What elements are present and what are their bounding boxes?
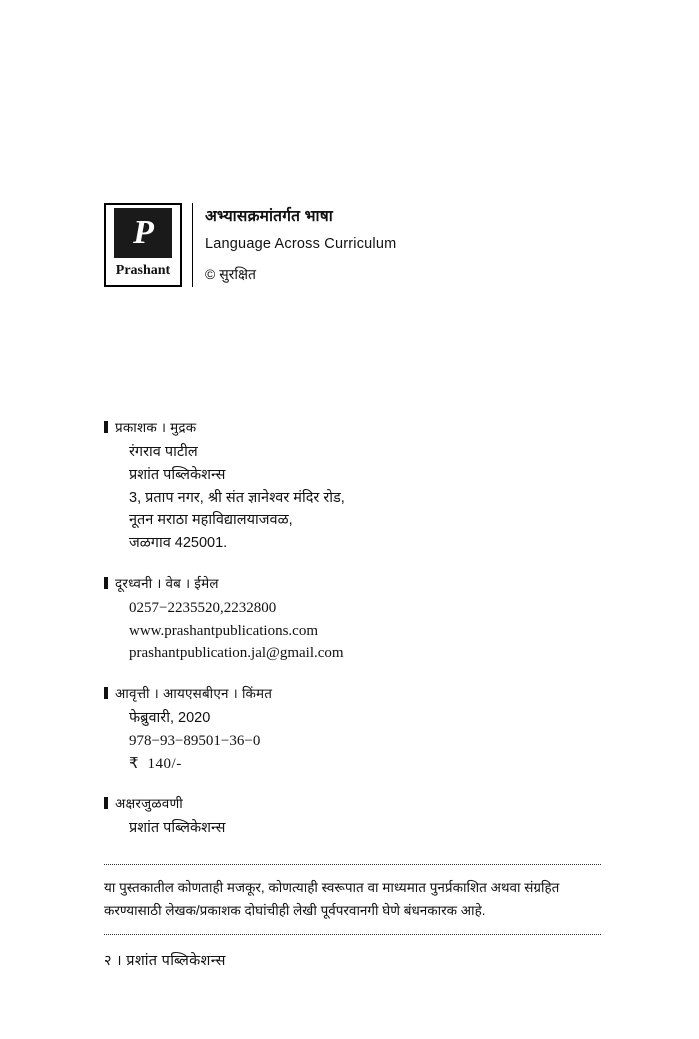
copyright-line: © सुरक्षित bbox=[205, 266, 257, 283]
imprint-heading bbox=[104, 418, 624, 436]
bullet-icon bbox=[104, 687, 108, 699]
imprint-block-contact bbox=[104, 574, 624, 665]
bullet-icon bbox=[104, 797, 108, 809]
imprint-heading-label: अक्षरजुळवणी bbox=[115, 796, 183, 812]
imprint-heading-label: आवृत्ती । आयएसबीएन । किंमत bbox=[115, 686, 273, 702]
edition-line: फेब्रुवारी, 2020 bbox=[129, 710, 211, 727]
imprint-lines bbox=[104, 707, 624, 775]
imprint-heading bbox=[104, 794, 624, 812]
imprint-heading bbox=[104, 684, 624, 702]
page-footer-folio: २ । प्रशांत पब्लिकेशन्स bbox=[104, 953, 226, 969]
imprint-lines bbox=[104, 817, 624, 840]
masthead-divider bbox=[192, 203, 193, 287]
imprint-line: प्रशांत पब्लिकेशन्स bbox=[129, 820, 226, 837]
imprint-block-edition bbox=[104, 684, 624, 775]
isbn-line: 978−93−89501−36−0 bbox=[129, 732, 261, 749]
copyright-notice: या पुस्तकातील कोणताही मजकूर, कोणत्याही स्वरूपात वा माध्यमात पुनर्प्रकाशित अथवा संग्रहित करण्यासाठी लेखक/प्रकाशक दोघांचीही लेखी पूर्वपरवानगी घेणे बंधनकारक आहे. bbox=[104, 880, 560, 919]
book-title-english: Language Across Curriculum bbox=[205, 236, 397, 253]
imprint-lines bbox=[104, 441, 624, 555]
logo-mark-icon: P bbox=[114, 208, 172, 258]
imprint-block-typesetting bbox=[104, 794, 624, 840]
imprint-line: नूतन मराठा महाविद्यालयाजवळ, bbox=[129, 512, 293, 529]
phone-line: 0257−2235520,2232800 bbox=[129, 599, 277, 616]
publisher-logo bbox=[104, 203, 182, 287]
imprint-heading-label: प्रकाशक । मुद्रक bbox=[115, 420, 197, 435]
website-line: www.prashantpublications.com bbox=[129, 622, 318, 639]
masthead-text bbox=[205, 203, 396, 284]
imprint-heading-label: दूरध्वनी । वेब । ईमेल bbox=[115, 575, 219, 591]
price-line: ₹ 140/- bbox=[129, 755, 182, 772]
imprint-lines bbox=[104, 597, 624, 665]
logo-wordmark: Prashant bbox=[115, 263, 171, 278]
bullet-icon bbox=[104, 421, 108, 433]
imprint-block-publisher bbox=[104, 418, 624, 555]
divider-dotted-bottom bbox=[104, 934, 601, 935]
imprint-heading bbox=[104, 574, 624, 592]
imprint-line: प्रशांत पब्लिकेशन्स bbox=[129, 466, 226, 483]
bullet-icon bbox=[104, 577, 108, 589]
book-title-marathi: अभ्यासक्रमांतर्गत भाषा bbox=[205, 208, 333, 225]
masthead bbox=[104, 203, 396, 287]
divider-dotted-top bbox=[104, 864, 601, 865]
imprint-line: रंगराव पाटील bbox=[129, 444, 198, 460]
imprint-line: 3, प्रताप नगर, श्री संत ज्ञानेश्वर मंदिर रोड, bbox=[129, 489, 345, 506]
imprint-details bbox=[104, 418, 624, 840]
email-line: prashantpublication.jal@gmail.com bbox=[129, 645, 344, 662]
imprint-line: जळगाव 425001. bbox=[129, 535, 228, 551]
